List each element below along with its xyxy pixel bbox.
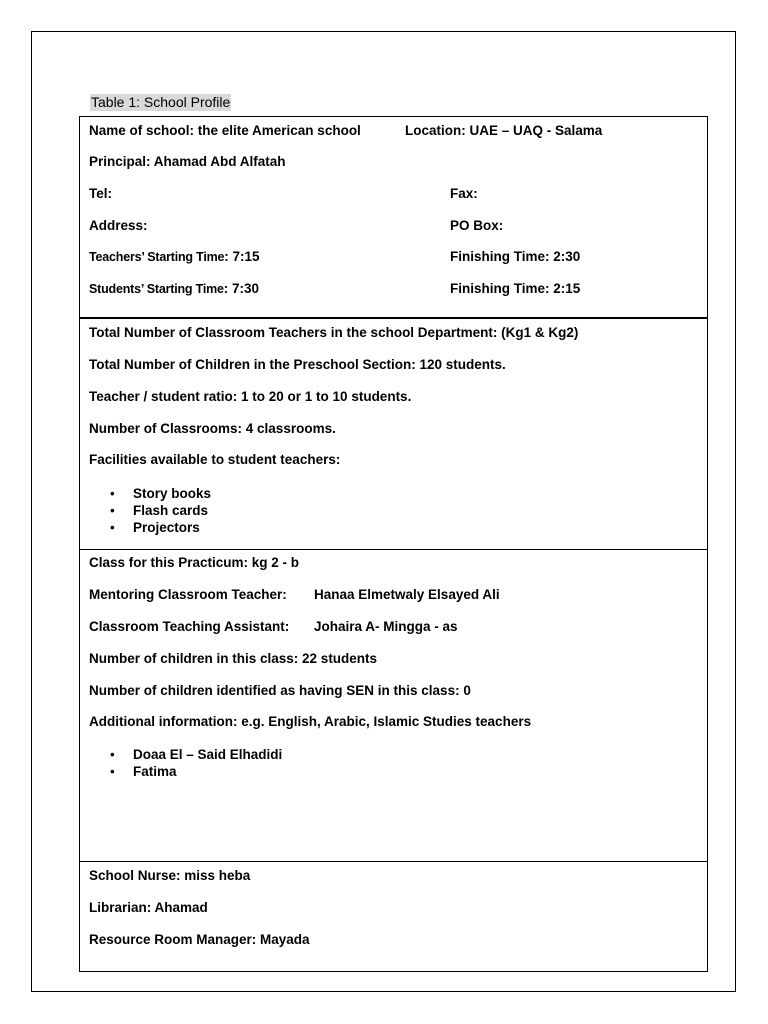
po-box-label: PO Box: <box>450 218 504 233</box>
mentoring-teacher-name: Hanaa Elmetwaly Elsayed Ali <box>314 587 500 602</box>
sen-children-count: Number of children identified as having SEN in this class: 0 <box>89 683 471 698</box>
teacher-student-ratio: Teacher / student ratio: 1 to 20 or 1 to 10 students. <box>89 389 412 404</box>
table-caption: Table 1: School Profile <box>91 94 231 110</box>
staff-section <box>80 861 707 971</box>
teachers-total: Total Number of Classroom Teachers in the school Department: (Kg1 & Kg2) <box>89 325 579 340</box>
teachers-start-time <box>89 249 260 265</box>
librarian: Librarian: Ahamad <box>89 900 208 915</box>
practicum-class: Class for this Practicum: kg 2 - b <box>89 555 300 570</box>
additional-teachers-list <box>89 746 282 780</box>
facilities-list <box>89 485 211 536</box>
school-profile-table <box>79 116 708 972</box>
list-item: • Flash cards <box>89 502 211 519</box>
students-start-time <box>89 281 259 297</box>
children-in-class: Number of children in this class: 22 students <box>89 651 378 666</box>
tel-label: Tel: <box>89 186 112 201</box>
teachers-start-value: : 7:15 <box>224 249 260 264</box>
facilities-label: Facilities available to student teachers: <box>89 452 341 467</box>
students-start-value: : 7:30 <box>223 281 260 296</box>
location: Location: UAE – UAQ - Salama <box>405 123 603 138</box>
list-item: • Projectors <box>89 519 211 536</box>
students-finish-time: Finishing Time: 2:15 <box>450 281 581 296</box>
school-name: Name of school: the elite American school <box>89 123 361 138</box>
classrooms-count: Number of Classrooms: 4 classrooms. <box>89 421 336 436</box>
address-label: Address: <box>89 218 148 233</box>
teaching-assistant-name: Johaira A- Mingga - as <box>314 619 458 634</box>
resource-room-manager: Resource Room Manager: Mayada <box>89 932 310 947</box>
students-start-label: Students’ Starting Time <box>89 282 224 296</box>
additional-information: Additional information: e.g. English, Arabic, Islamic Studies teachers <box>89 714 532 729</box>
fax-label: Fax: <box>450 186 478 201</box>
principal: Principal: Ahamad Abd Alfatah <box>89 154 286 169</box>
teachers-finish-time: Finishing Time: 2:30 <box>450 249 581 264</box>
list-item: • Story books <box>89 485 211 502</box>
profile-section <box>80 117 707 318</box>
children-total: Total Number of Children in the Preschool Section: 120 students. <box>89 357 506 372</box>
list-item: • Fatima <box>89 763 282 780</box>
practicum-section <box>80 549 707 862</box>
teaching-assistant-label: Classroom Teaching Assistant: <box>89 619 290 634</box>
list-item: • Doaa El – Said Elhadidi <box>89 746 282 763</box>
school-nurse: School Nurse: miss heba <box>89 868 251 883</box>
mentoring-teacher-label: Mentoring Classroom Teacher: <box>89 587 287 602</box>
teachers-start-label: Teachers’ Starting Time <box>89 250 225 264</box>
department-section <box>80 317 707 550</box>
